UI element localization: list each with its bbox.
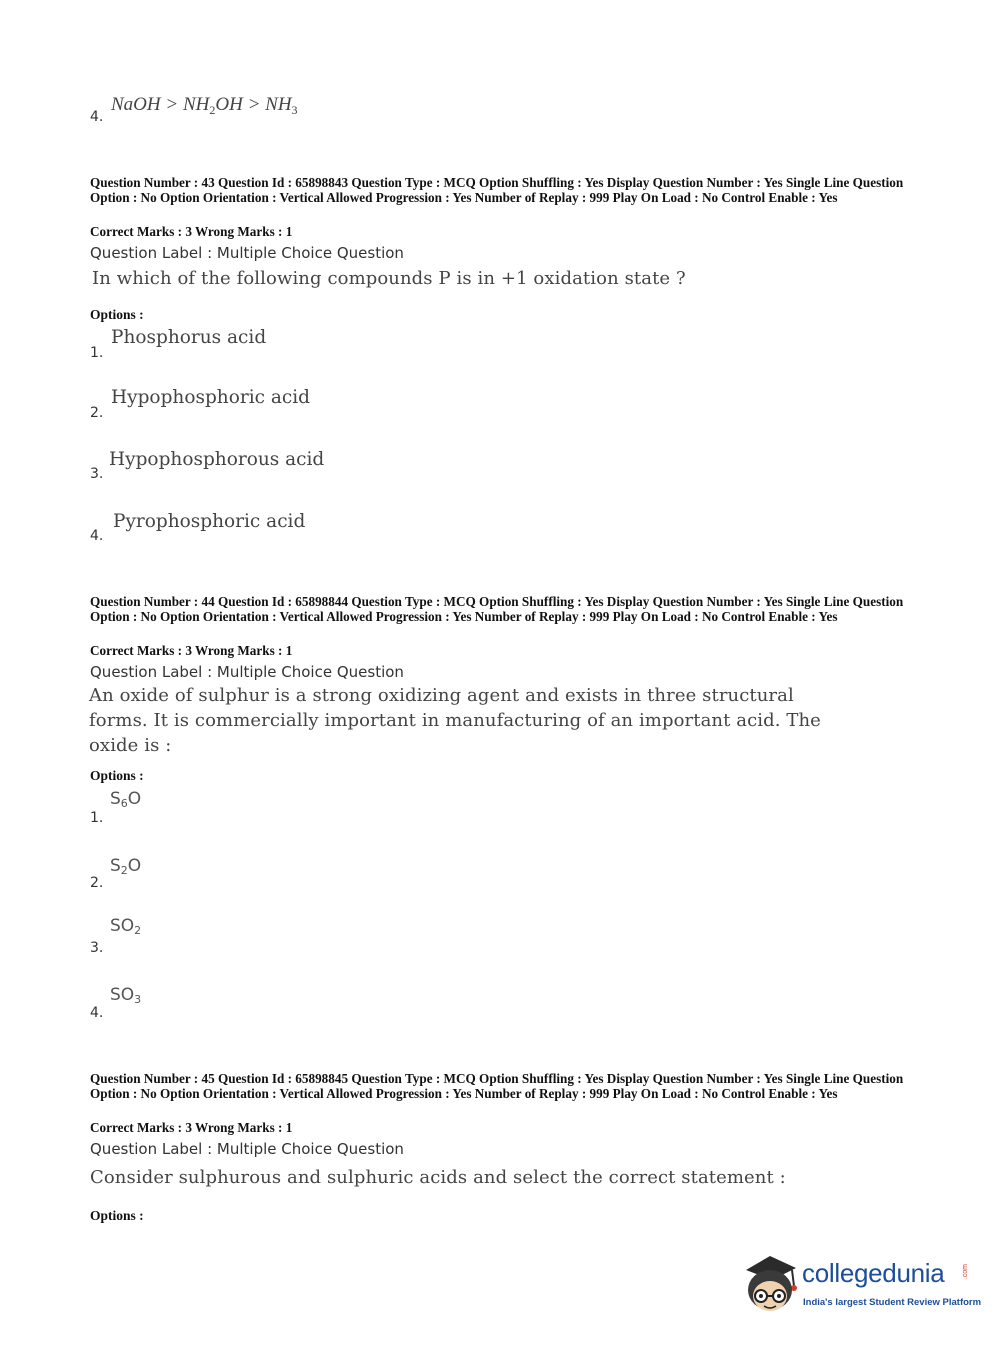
q44-options-header: Options : [90,768,144,783]
q43-option-1-text[interactable]: Phosphorus acid [111,327,267,348]
q43-option-4-number: 4. [90,528,104,544]
q44-text-line-3: oxide is : [89,735,172,756]
prev-option-4-expression: NaOH > $NH_2OH > NH_3$ [111,94,298,117]
logo-suffix: .com [962,1264,969,1280]
q43-option-2-number: 2. [90,405,104,421]
collegedunia-logo[interactable] [740,1250,982,1320]
q43-text: In which of the following compounds P is in +1 oxidation state ? [92,268,686,289]
q43-marks: Correct Marks : 3 Wrong Marks : 1 [90,224,293,239]
q43-label: Question Label : Multiple Choice Question [90,244,404,262]
q45-text: Consider sulphurous and sulphuric acids and select the correct statement : [90,1167,786,1188]
q44-option-3-formula[interactable]: $SO_2$ [110,916,142,937]
q44-option-4-formula[interactable]: $SO_3$ [110,985,142,1006]
q43-options-header: Options : [90,307,144,322]
q44-option-1-number: 1. [90,810,104,826]
q44-option-2-number: 2. [90,875,104,891]
q43-option-3-number: 3. [90,466,104,482]
q43-option-4-text[interactable]: Pyrophosphoric acid [113,511,306,532]
q43-option-1-number: 1. [90,345,104,361]
prev-option-4-number: 4. [90,109,104,125]
q44-option-3-number: 3. [90,940,104,956]
q44-option-2-formula[interactable]: $S_2O$ [110,856,142,877]
q44-label: Question Label : Multiple Choice Question [90,663,404,681]
logo-wordmark: collegedunia [802,1258,945,1288]
q44-text-line-2: forms. It is commercially important in manufacturing of an important acid. The [89,710,821,731]
q44-option-1-formula[interactable]: $S_6O$ [110,789,142,810]
logo-tagline: India's largest Student Review Platform [803,1297,982,1308]
q44-option-4-number: 4. [90,1005,104,1021]
q45-options-header: Options : [90,1208,144,1223]
q44-meta: Question Number : 44 Question Id : 65898844 Question Type : MCQ Option Shuffling : Yes Display Question Number : Yes Single Line Question Option : No Option Orientation : Vertical Allowed Progression : Yes Number of Replay : 999 Play On Load : No Control Enable : Yes [90,594,904,624]
q44-marks: Correct Marks : 3 Wrong Marks : 1 [90,643,293,658]
mascot-icon [740,1250,802,1316]
q43-option-3-text[interactable]: Hypophosphorous acid [109,449,325,470]
q44-text-line-1: An oxide of sulphur is a strong oxidizing agent and exists in three structural [89,685,794,706]
q43-meta: Question Number : 43 Question Id : 65898843 Question Type : MCQ Option Shuffling : Yes Display Question Number : Yes Single Line Question Option : No Option Orientation : Vertical Allowed Progression : Yes Number of Replay : 999 Play On Load : No Control Enable : Yes [90,175,904,205]
q43-option-2-text[interactable]: Hypophosphoric acid [111,387,311,408]
q45-meta: Question Number : 45 Question Id : 65898845 Question Type : MCQ Option Shuffling : Yes Display Question Number : Yes Single Line Question Option : No Option Orientation : Vertical Allowed Progression : Yes Number of Replay : 999 Play On Load : No Control Enable : Yes [90,1071,904,1101]
q45-label: Question Label : Multiple Choice Question [90,1140,404,1158]
q45-marks: Correct Marks : 3 Wrong Marks : 1 [90,1120,293,1135]
